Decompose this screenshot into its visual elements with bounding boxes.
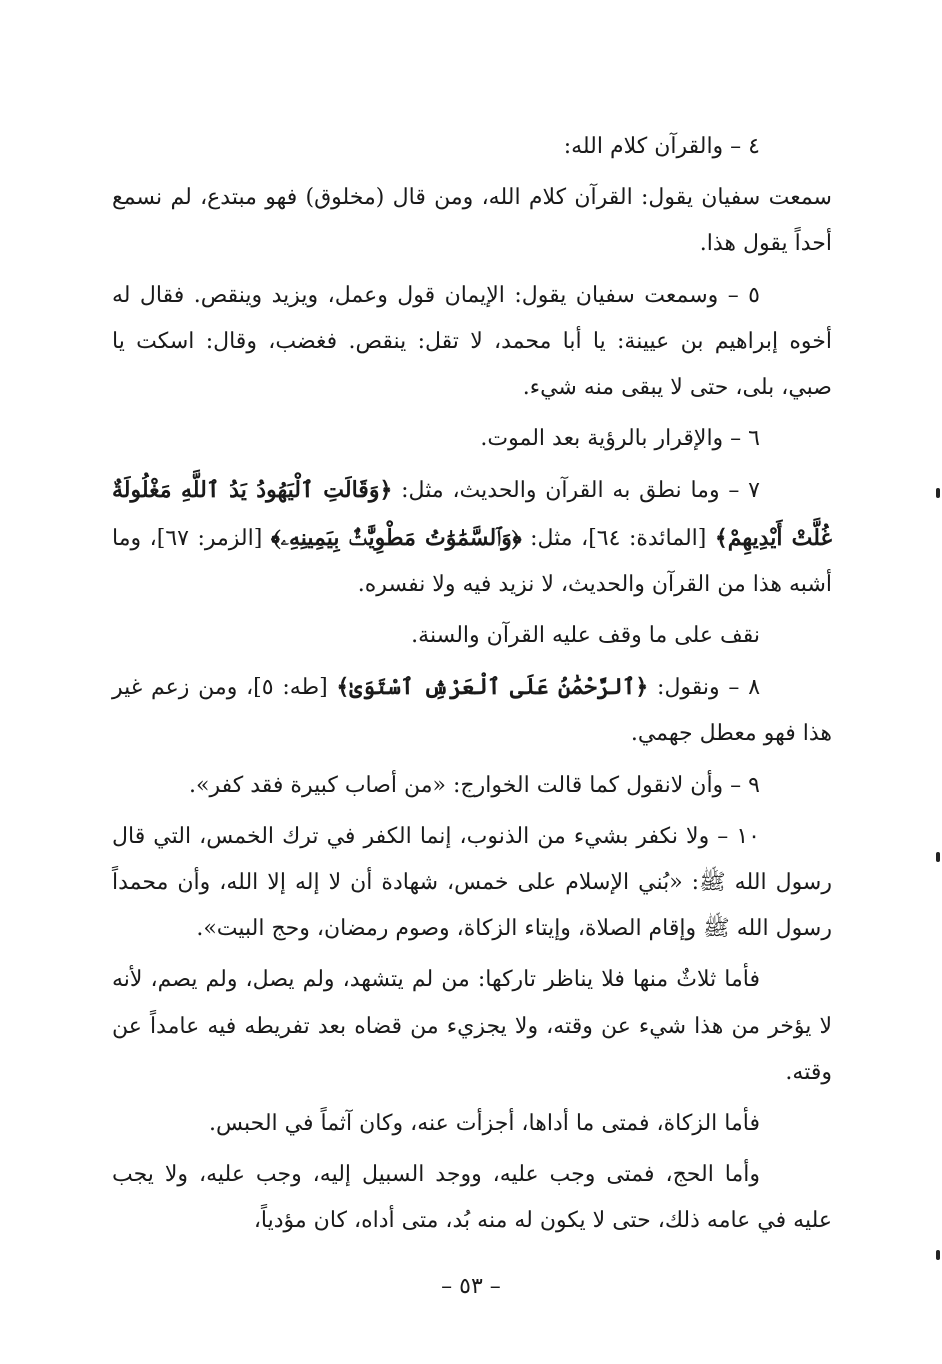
paragraph-7-end: [الزمر: ٦٧]، وما أشبه هذا من القرآن والحديث، لا نزيد فيه ولا نفسره.: [112, 525, 832, 597]
scan-edge-mark: [936, 852, 940, 862]
quran-verse-al-maidah: ﴿وَقَالَتِ ٱلْيَهُودُ يَدُ ٱللَّهِ مَغْلُولَةٌ غُلَّتْ أَيْدِيهِمْ﴾: [112, 477, 833, 551]
paragraph-6: ٦ – والإقرار بالرؤية بعد الموت.: [480, 426, 760, 452]
paragraph-8-intro: ٨ – ونقول:: [648, 675, 761, 701]
paragraph-8: [112, 664, 832, 757]
paragraph-10: ١٠ – ولا نكفر بشيء من الذنوب، إنما الكفر في ترك الخمس، التي قال رسول الله ﷺ: «بُني الإسلام على خمس، شهادة أن لا إله إلا الله، وأن محمداً رسول الله ﷺ وإقام الصلاة، وإيتاء الزكاة، وصوم رمضان، وحج البيت».: [112, 823, 832, 942]
paragraph-7: [112, 467, 832, 608]
paragraph-9: ٩ – وأن لانقول كما قالت الخوارج: «من أصاب كبيرة فقد كفر».: [189, 772, 760, 798]
paragraph-zakat: فأما الزكاة، فمتى ما أداها، أجزأت عنه، وكان آثماً في الحبس.: [208, 1111, 760, 1137]
page-number: – ٥٣ –: [441, 1274, 501, 1299]
paragraph-stop: نقف على ما وقف عليه القرآن والسنة.: [411, 623, 760, 649]
quran-verse-az-zumar: ﴿وَٱلسَّمَٰوَٰتُ مَطْوِيَّٰتٌۢ بِيَمِينِهِۦ﴾: [270, 524, 522, 551]
page-body: [112, 124, 832, 1264]
paragraph-sufyan-quran: سمعت سفيان يقول: القرآن كلام الله، ومن قال (مخلوق) فهو مبتدع، لم نسمع أحداً يقول هذا.: [112, 185, 832, 257]
scan-edge-mark: [936, 1250, 940, 1260]
paragraph-4: ٤ – والقرآن كلام الله:: [563, 134, 760, 159]
paragraph-8-end: [طه: ٥]، ومن زعم غير هذا فهو معطل جهمي.: [112, 675, 832, 747]
scan-edge-mark: [936, 488, 940, 498]
paragraph-5: ٥ – وسمعت سفيان يقول: الإيمان قول وعمل، ويزيد وينقص. فقال له أخوه إبراهيم بن عيينة: يا أبا محمد، لا تقل: ينقص. فغضب، وقال: اسكت يا صبي، بلى، حتى لا يبقى منه شيء.: [112, 282, 832, 401]
paragraph-7-middle: [المائدة: ٦٤]، مثل:: [521, 525, 715, 551]
paragraph-7-intro: ٧ – وما نطق به القرآن والحديث، مثل:: [392, 478, 760, 504]
paragraph-three-pillars: فأما ثلاثٌ منها فلا يناظر تاركها: من لم يتشهد، ولم يصل، ولم يصم، لأنه لا يؤخر من هذا شيء عن وقته، ولا يجزيء من قضاه بعد تفريطه فيه عامداً عن وقته.: [112, 967, 832, 1085]
paragraph-hajj: وأما الحج، فمتى وجب عليه، ووجد السبيل إليه، وجب عليه، ولا يجب عليه في عامه ذلك، حتى لا يكون له منه بُد، متى أداه، كان مؤدياً،: [112, 1162, 832, 1234]
quran-verse-taha: ﴿ٱلرَّحْمَٰنُ عَلَى ٱلْعَرْشِ ٱسْتَوَىٰ﴾: [336, 674, 649, 701]
